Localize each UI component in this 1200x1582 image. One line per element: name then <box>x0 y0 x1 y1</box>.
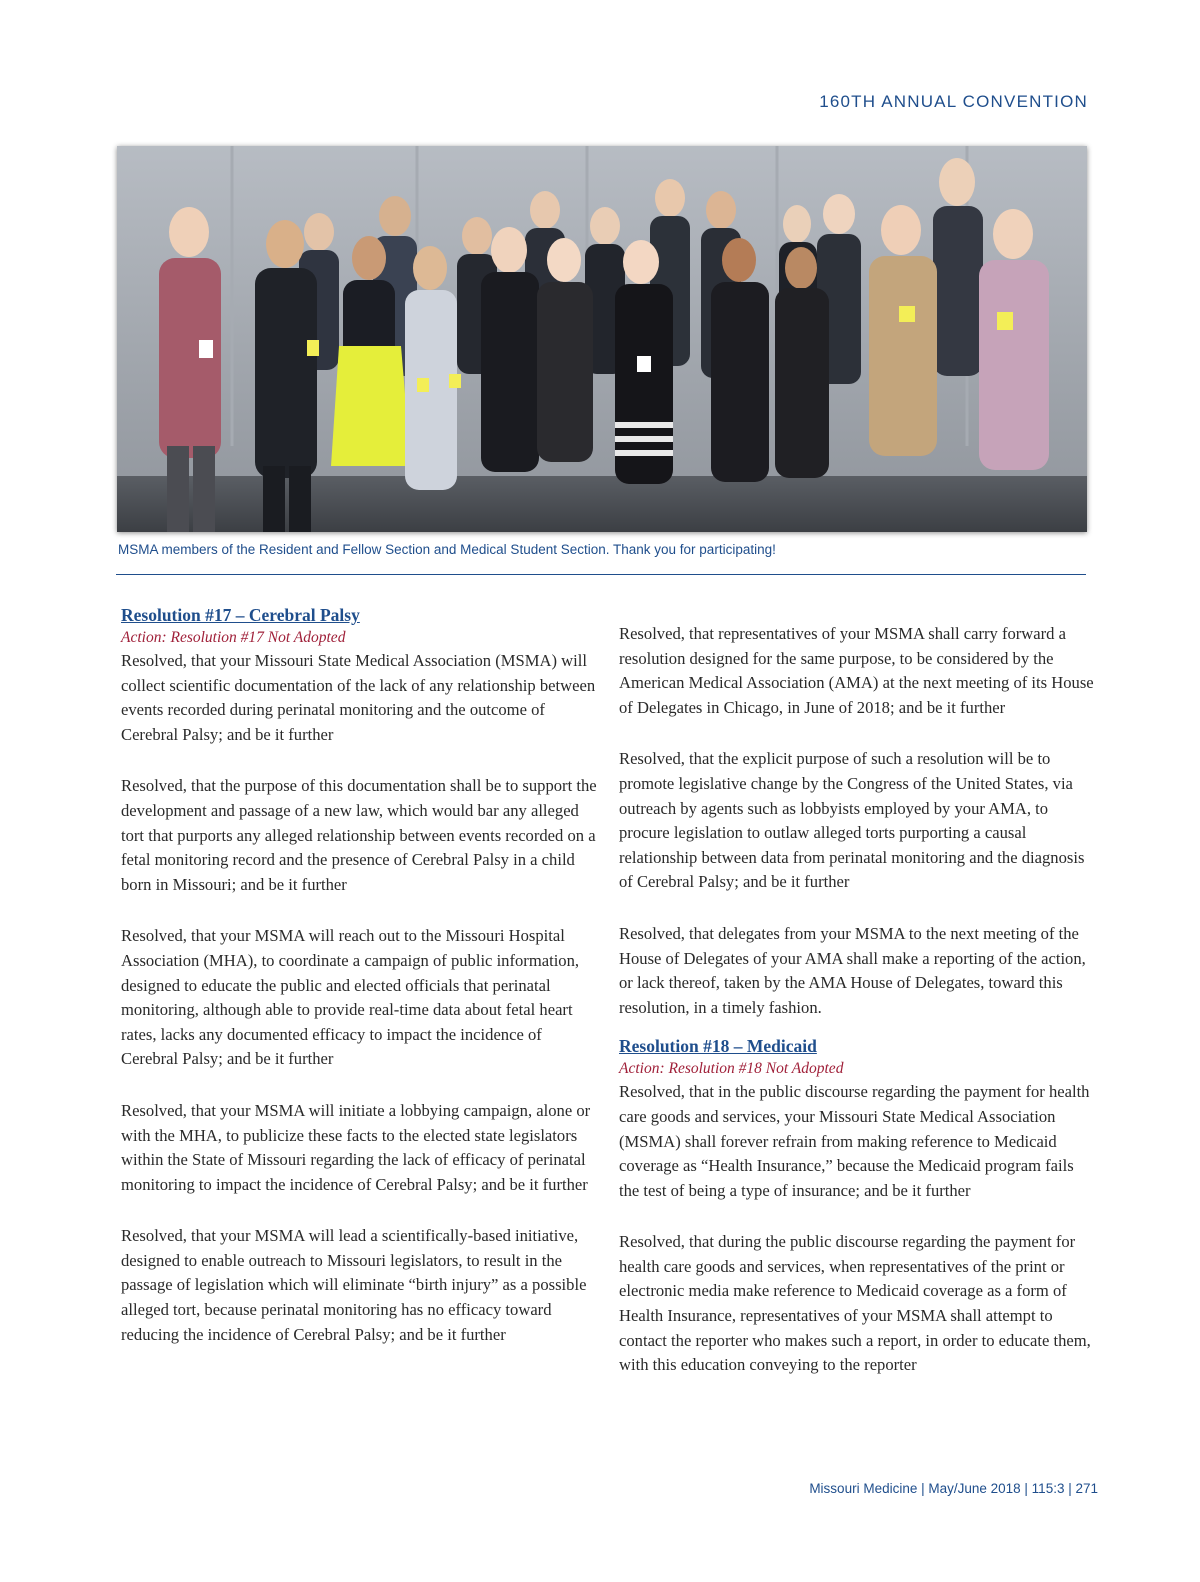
resolution-18-heading: Resolution #18 – Medicaid <box>619 1036 817 1057</box>
group-photo <box>117 146 1087 532</box>
paragraph: Resolved, that during the public discourse regarding the payment for health care goods and services, when representatives of the print or electronic media make reference to Medicaid coverage as a form of Health Insurance, representatives of your MSMA shall attempt to contact the reporter who makes such a report, in order to educate them, with this education conveying to the reporter <box>619 1232 1091 1375</box>
page-footer: Missouri Medicine | May/June 2018 | 115:3 | 271 <box>809 1481 1098 1496</box>
paragraph: Resolved, that your Missouri State Medical Association (MSMA) will collect scientific documentation of the lack of any relationship between events recorded during perinatal monitoring and the outcome of Cerebral Palsy; and be it further <box>121 651 596 744</box>
caption-divider <box>116 574 1086 575</box>
paragraph: Resolved, that the purpose of this documentation shall be to support the development and passage of a new law, which would bar any alleged tort that purports any alleged relationship between events recorded on a fetal monitoring record and the presence of Cerebral Palsy in a child born in Missouri; and be it further <box>121 776 597 894</box>
right-column <box>619 622 1097 1405</box>
paragraph: Resolved, that representatives of your MSMA shall carry forward a resolution designed for the same purpose, to be considered by the American Medical Association (AMA) at the next meeting of its House of Delegates in Chicago, in June of 2018; and be it further <box>619 624 1094 717</box>
resolution-17-action: Action: Resolution #17 Not Adopted <box>121 629 346 646</box>
paragraph: Resolved, that your MSMA will lead a scientifically-based initiative, designed to enable outreach to Missouri legislators, to result in the passage of legislation which will eliminate “birth injury” as a possible alleged tort, because perinatal monitoring has no efficacy toward reducing the incidence of Cerebral Palsy; and be it further <box>121 1226 587 1344</box>
paragraph: Resolved, that delegates from your MSMA to the next meeting of the House of Delegates of your AMA shall make a reporting of the action, or lack thereof, taken by the AMA House of Delegates, toward this resolution, in a timely fashion. <box>619 923 1086 1017</box>
paragraph: Resolved, that your MSMA will initiate a lobbying campaign, alone or with the MHA, to publicize these facts to the elected state legislators within the State of Missouri regarding the lack of efficacy of perinatal monitoring to impact the incidence of Cerebral Palsy; and be it further <box>121 1100 591 1194</box>
photo-caption: MSMA members of the Resident and Fellow Section and Medical Student Section. Thank you for participating! <box>118 542 776 557</box>
resolution-18-action: Action: Resolution #18 Not Adopted <box>619 1060 844 1078</box>
paragraph: Resolved, that in the public discourse regarding the payment for health care goods and services, your Missouri State Medical Association (MSMA) shall forever refrain from making reference to Medicaid coverage as “Health Insurance,” because the Medicaid program fails the test of being a type of insurance; and be it further <box>619 1082 1090 1200</box>
running-header: 160TH ANNUAL CONVENTION <box>819 92 1088 111</box>
paragraph: Resolved, that your MSMA will reach out to the Missouri Hospital Association (MHA), to coordinate a campaign of public information, designed to educate the public and elected officials that perinatal monitoring, although able to provide real-time data about fetal heart rates, lacks any documented efficacy to impact the incidence of Cerebral Palsy; and be it further <box>121 926 580 1069</box>
paragraph: Resolved, that the explicit purpose of such a resolution will be to promote legislative change by the Congress of the United States, via outreach by agents such as lobbyists employed by your AMA, to procure legislation to outlaw alleged torts purporting a causal relationship between data from perinatal monitoring and the diagnosis of Cerebral Palsy; and be it further <box>619 749 1085 892</box>
left-column <box>121 603 599 1374</box>
resolution-17-heading: Resolution #17 – Cerebral Palsy <box>121 605 360 625</box>
